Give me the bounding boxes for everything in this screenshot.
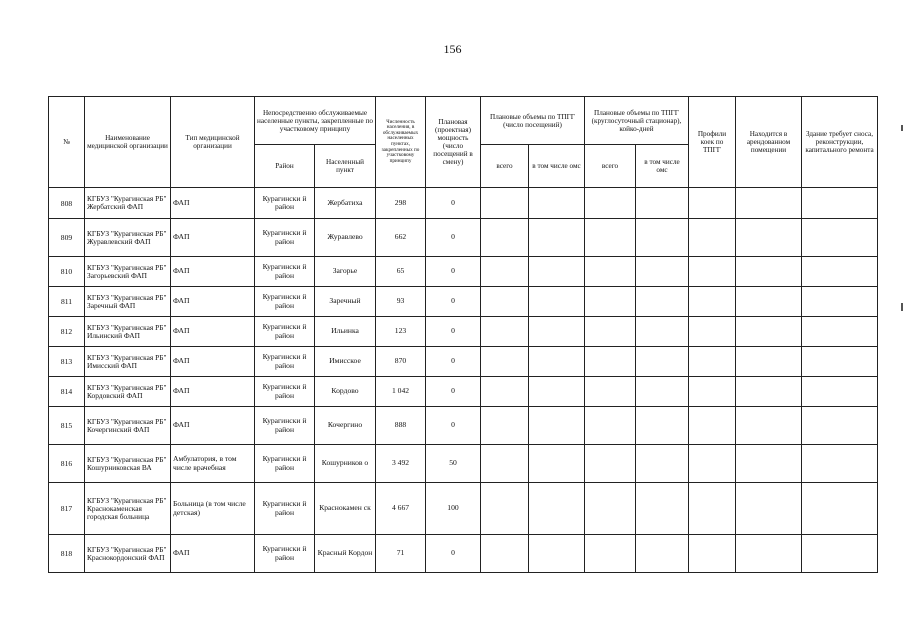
table-row xyxy=(49,317,878,347)
cell-hosp-total xyxy=(585,347,636,377)
cell-capacity: 0 xyxy=(426,377,481,407)
cell-visits-total xyxy=(481,188,529,219)
header-direct-settlements: Непосредственно обслуживаемые населенные пункты, закрепленные по участковому принципу xyxy=(255,97,376,145)
cell-building-repair xyxy=(802,287,878,317)
cell-building-repair xyxy=(802,445,878,483)
cell-bed-profiles xyxy=(689,445,736,483)
cell-hosp-oms xyxy=(636,377,689,407)
header-district: Район xyxy=(255,145,315,188)
cell-hosp-oms xyxy=(636,483,689,535)
cell-hosp-total xyxy=(585,188,636,219)
cell-hosp-total xyxy=(585,377,636,407)
cell-district: Курагински й район xyxy=(255,535,315,573)
cell-building-repair xyxy=(802,407,878,445)
cell-building-repair xyxy=(802,317,878,347)
cell-visits-total xyxy=(481,287,529,317)
cell-leased xyxy=(736,219,802,257)
cell-org-type: Больница (в том числе детская) xyxy=(171,483,255,535)
cell-org-name: КГБУЗ "Курагинская РБ" Жербатский ФАП xyxy=(85,188,171,219)
cell-population: 3 492 xyxy=(376,445,426,483)
cell-bed-profiles xyxy=(689,317,736,347)
cell-org-name: КГБУЗ "Курагинская РБ" Ильинский ФАП xyxy=(85,317,171,347)
cell-population: 93 xyxy=(376,287,426,317)
cell-visits-oms xyxy=(529,445,585,483)
cell-visits-total xyxy=(481,377,529,407)
table-row xyxy=(49,407,878,445)
cell-visits-oms xyxy=(529,347,585,377)
cell-visits-oms xyxy=(529,483,585,535)
cell-org-type: ФАП xyxy=(171,535,255,573)
cell-row-number: 816 xyxy=(49,445,85,483)
table-row xyxy=(49,257,878,287)
cell-org-type: ФАП xyxy=(171,257,255,287)
cell-visits-oms xyxy=(529,317,585,347)
cell-leased xyxy=(736,287,802,317)
cell-hosp-total xyxy=(585,317,636,347)
cell-population: 4 667 xyxy=(376,483,426,535)
cell-population: 888 xyxy=(376,407,426,445)
cell-settlement: Имисское xyxy=(315,347,376,377)
cell-district: Курагински й район xyxy=(255,483,315,535)
cell-district: Курагински й район xyxy=(255,317,315,347)
cell-building-repair xyxy=(802,219,878,257)
cell-settlement: Жербатиха xyxy=(315,188,376,219)
cell-visits-oms xyxy=(529,188,585,219)
cell-org-name: КГБУЗ "Курагинская РБ" Краснокаменская городская больница xyxy=(85,483,171,535)
cell-leased xyxy=(736,257,802,287)
cell-row-number: 815 xyxy=(49,407,85,445)
cell-population: 1 042 xyxy=(376,377,426,407)
facilities-table xyxy=(48,96,878,573)
cell-bed-profiles xyxy=(689,287,736,317)
cell-district: Курагински й район xyxy=(255,407,315,445)
scan-mark xyxy=(901,303,903,311)
cell-hosp-oms xyxy=(636,188,689,219)
cell-org-name: КГБУЗ "Курагинская РБ" Кочергинский ФАП xyxy=(85,407,171,445)
cell-capacity: 0 xyxy=(426,535,481,573)
header-org-type: Тип медицинской организации xyxy=(171,97,255,188)
header-tpgg-visits: Плановые объемы по ТПГГ (число посещений) xyxy=(481,97,585,145)
cell-leased xyxy=(736,347,802,377)
cell-visits-total xyxy=(481,219,529,257)
cell-settlement: Кочергино xyxy=(315,407,376,445)
cell-hosp-total xyxy=(585,445,636,483)
cell-org-name: КГБУЗ "Курагинская РБ" Загорьевский ФАП xyxy=(85,257,171,287)
cell-population: 870 xyxy=(376,347,426,377)
cell-settlement: Кошурников о xyxy=(315,445,376,483)
cell-row-number: 809 xyxy=(49,219,85,257)
cell-bed-profiles xyxy=(689,219,736,257)
cell-org-type: ФАП xyxy=(171,219,255,257)
cell-org-type: ФАП xyxy=(171,317,255,347)
cell-settlement: Кордово xyxy=(315,377,376,407)
cell-hosp-oms xyxy=(636,445,689,483)
cell-building-repair xyxy=(802,483,878,535)
cell-bed-profiles xyxy=(689,377,736,407)
cell-org-type: ФАП xyxy=(171,377,255,407)
cell-capacity: 0 xyxy=(426,219,481,257)
cell-district: Курагински й район xyxy=(255,377,315,407)
cell-bed-profiles xyxy=(689,407,736,445)
header-no: № xyxy=(49,97,85,188)
cell-settlement: Журавлево xyxy=(315,219,376,257)
cell-hosp-oms xyxy=(636,219,689,257)
cell-row-number: 810 xyxy=(49,257,85,287)
header-hosp-total: всего xyxy=(585,145,636,188)
cell-leased xyxy=(736,535,802,573)
cell-org-type: ФАП xyxy=(171,188,255,219)
header-visits-total: всего xyxy=(481,145,529,188)
cell-org-type: Амбулатория, в том числе врачебная xyxy=(171,445,255,483)
cell-leased xyxy=(736,483,802,535)
cell-bed-profiles xyxy=(689,347,736,377)
cell-district: Курагински й район xyxy=(255,219,315,257)
cell-capacity: 0 xyxy=(426,347,481,377)
table-row xyxy=(49,347,878,377)
table-row xyxy=(49,483,878,535)
cell-district: Курагински й район xyxy=(255,188,315,219)
cell-hosp-total xyxy=(585,287,636,317)
cell-visits-total xyxy=(481,317,529,347)
header-visits-oms: в том числе омс xyxy=(529,145,585,188)
cell-building-repair xyxy=(802,377,878,407)
cell-row-number: 811 xyxy=(49,287,85,317)
cell-population: 71 xyxy=(376,535,426,573)
cell-row-number: 817 xyxy=(49,483,85,535)
page-number: 156 xyxy=(443,42,462,56)
cell-hosp-oms xyxy=(636,407,689,445)
cell-capacity: 0 xyxy=(426,317,481,347)
cell-hosp-oms xyxy=(636,535,689,573)
cell-org-name: КГБУЗ "Курагинская РБ" Кордовский ФАП xyxy=(85,377,171,407)
cell-org-name: КГБУЗ "Курагинская РБ" Журавлевский ФАП xyxy=(85,219,171,257)
header-population: Численность населения, в обслуживаемых населенных пунктах, закрепленных по участковому принципу xyxy=(376,97,426,188)
header-capacity: Плановая (проектная) мощность (число посещений в смену) xyxy=(426,97,481,188)
cell-visits-total xyxy=(481,445,529,483)
cell-hosp-oms xyxy=(636,317,689,347)
cell-building-repair xyxy=(802,347,878,377)
cell-visits-total xyxy=(481,347,529,377)
cell-hosp-oms xyxy=(636,257,689,287)
cell-hosp-oms xyxy=(636,347,689,377)
cell-org-name: КГБУЗ "Курагинская РБ" Краснокордонский ФАП xyxy=(85,535,171,573)
cell-settlement: Загорье xyxy=(315,257,376,287)
cell-population: 298 xyxy=(376,188,426,219)
table-row xyxy=(49,188,878,219)
cell-hosp-total xyxy=(585,483,636,535)
cell-org-name: КГБУЗ "Курагинская РБ" Кошурниковская ВА xyxy=(85,445,171,483)
table-row xyxy=(49,445,878,483)
cell-capacity: 0 xyxy=(426,188,481,219)
table-row xyxy=(49,287,878,317)
header-tpgg-hospital: Плановые объемы по ТПГГ (круглосуточный стационар), койко-дней xyxy=(585,97,689,145)
cell-hosp-total xyxy=(585,407,636,445)
cell-org-type: ФАП xyxy=(171,287,255,317)
cell-org-name: КГБУЗ "Курагинская РБ" Заречный ФАП xyxy=(85,287,171,317)
cell-visits-oms xyxy=(529,257,585,287)
cell-org-type: ФАП xyxy=(171,407,255,445)
cell-leased xyxy=(736,377,802,407)
cell-bed-profiles xyxy=(689,535,736,573)
header-leased: Находится в арендованном помещении xyxy=(736,97,802,188)
header-bed-profiles: Профили коек по ТПГГ xyxy=(689,97,736,188)
cell-settlement: Краснокамен ск xyxy=(315,483,376,535)
header-hosp-oms: в том числе омс xyxy=(636,145,689,188)
cell-capacity: 100 xyxy=(426,483,481,535)
cell-visits-oms xyxy=(529,287,585,317)
cell-population: 662 xyxy=(376,219,426,257)
cell-visits-oms xyxy=(529,407,585,445)
cell-leased xyxy=(736,317,802,347)
cell-row-number: 814 xyxy=(49,377,85,407)
cell-building-repair xyxy=(802,188,878,219)
cell-leased xyxy=(736,188,802,219)
cell-visits-oms xyxy=(529,535,585,573)
scan-mark xyxy=(901,125,903,131)
cell-settlement: Ильинка xyxy=(315,317,376,347)
cell-district: Курагински й район xyxy=(255,347,315,377)
header-building-repair: Здание требует сноса, реконструкции, капитального ремонта xyxy=(802,97,878,188)
cell-visits-oms xyxy=(529,377,585,407)
cell-capacity: 50 xyxy=(426,445,481,483)
cell-org-type: ФАП xyxy=(171,347,255,377)
cell-bed-profiles xyxy=(689,188,736,219)
table-row xyxy=(49,219,878,257)
cell-hosp-total xyxy=(585,219,636,257)
cell-hosp-total xyxy=(585,535,636,573)
cell-building-repair xyxy=(802,257,878,287)
cell-capacity: 0 xyxy=(426,407,481,445)
cell-capacity: 0 xyxy=(426,257,481,287)
cell-district: Курагински й район xyxy=(255,445,315,483)
cell-hosp-oms xyxy=(636,287,689,317)
cell-row-number: 813 xyxy=(49,347,85,377)
cell-row-number: 808 xyxy=(49,188,85,219)
cell-bed-profiles xyxy=(689,483,736,535)
cell-row-number: 812 xyxy=(49,317,85,347)
header-settlement: Населенный пункт xyxy=(315,145,376,188)
cell-district: Курагински й район xyxy=(255,257,315,287)
cell-visits-total xyxy=(481,257,529,287)
cell-visits-total xyxy=(481,483,529,535)
cell-settlement: Красный Кордон xyxy=(315,535,376,573)
cell-leased xyxy=(736,445,802,483)
cell-leased xyxy=(736,407,802,445)
cell-population: 123 xyxy=(376,317,426,347)
cell-population: 65 xyxy=(376,257,426,287)
cell-capacity: 0 xyxy=(426,287,481,317)
header-org-name: Наименование медицинской организации xyxy=(85,97,171,188)
cell-org-name: КГБУЗ "Курагинская РБ" Имисский ФАП xyxy=(85,347,171,377)
table-row xyxy=(49,377,878,407)
cell-settlement: Заречный xyxy=(315,287,376,317)
cell-district: Курагински й район xyxy=(255,287,315,317)
cell-hosp-total xyxy=(585,257,636,287)
cell-row-number: 818 xyxy=(49,535,85,573)
cell-visits-total xyxy=(481,407,529,445)
cell-visits-oms xyxy=(529,219,585,257)
cell-bed-profiles xyxy=(689,257,736,287)
cell-visits-total xyxy=(481,535,529,573)
table-row xyxy=(49,535,878,573)
cell-building-repair xyxy=(802,535,878,573)
